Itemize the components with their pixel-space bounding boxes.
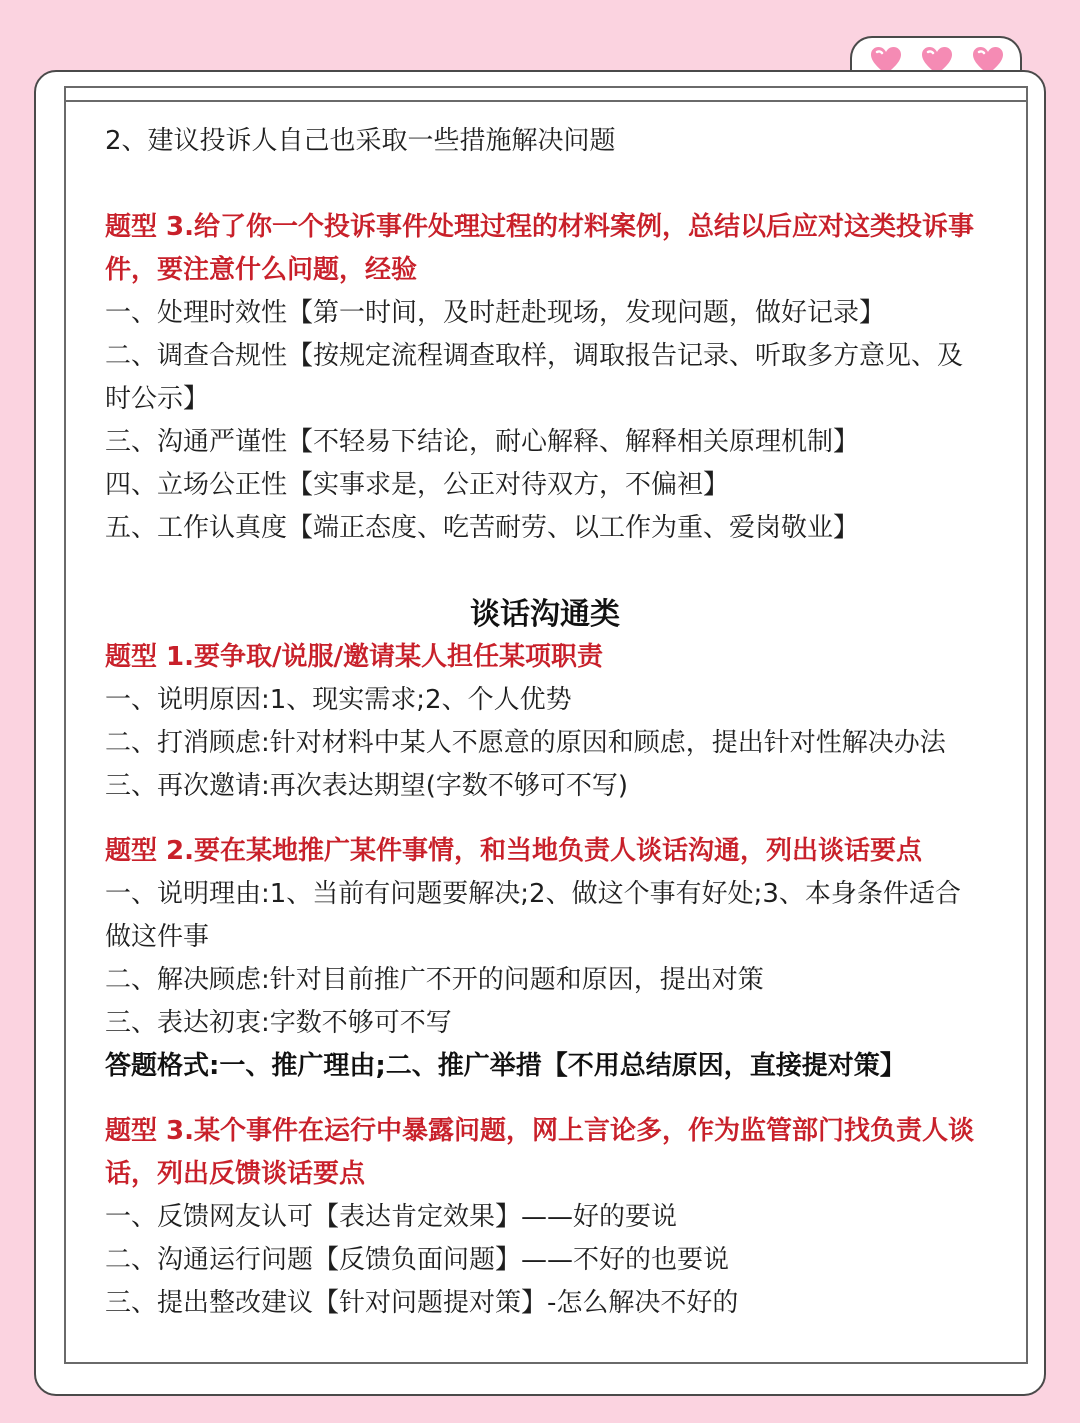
- section-heading: 题型 1.要争取/说服/邀请某人担任某项职责: [105, 642, 604, 672]
- text-line: 三、沟通严谨性【不轻易下结论，耐心解释、解释相关原理机制】: [105, 427, 860, 457]
- text-line: 三、表达初衷:字数不够可不写: [105, 1008, 452, 1038]
- text-line: 一、说明原因:1、现实需求;2、个人优势: [105, 685, 572, 715]
- text-line: 二、解决顾虑:针对目前推广不开的问题和原因，提出对策: [105, 965, 764, 995]
- category-title: 谈话沟通类: [470, 597, 620, 632]
- section-heading: 题型 3.给了你一个投诉事件处理过程的材料案例，总结以后应对这类投诉事件，要注意什么问题，经验: [105, 212, 975, 285]
- text-line: 一、反馈网友认可【表达肯定效果】——好的要说: [105, 1202, 678, 1232]
- text-line: 三、提出整改建议【针对问题提对策】-怎么解决不好的: [105, 1288, 739, 1318]
- inner-frame-line: [64, 100, 1028, 102]
- text-line: 一、说明理由:1、当前有问题要解决;2、做这个事有好处;3、本身条件适合做这件事: [105, 879, 961, 952]
- text-line: 二、调查合规性【按规定流程调查取样，调取报告记录、听取多方意见、及时公示】: [105, 341, 964, 414]
- text-line: 二、打消顾虑:针对材料中某人不愿意的原因和顾虑，提出针对性解决办法: [105, 728, 946, 758]
- text-line: 三、再次邀请:再次表达期望(字数不够可不写): [105, 771, 629, 801]
- text-line: 2、建议投诉人自己也采取一些措施解决问题: [105, 126, 616, 156]
- text-line: 二、沟通运行问题【反馈负面问题】——不好的也要说: [105, 1245, 730, 1275]
- document-body: [105, 120, 985, 1325]
- section-heading: 题型 3.某个事件在运行中暴露问题，网上言论多，作为监管部门找负责人谈话，列出反馈谈话要点: [105, 1116, 975, 1189]
- section-heading: 题型 2.要在某地推广某件事情，和当地负责人谈话沟通，列出谈话要点: [105, 836, 923, 866]
- text-line: 五、工作认真度【端正态度、吃苦耐劳、以工作为重、爱岗敬业】: [105, 513, 860, 543]
- text-line: 一、处理时效性【第一时间，及时赶赴现场，发现问题，做好记录】: [105, 298, 886, 328]
- text-line: 四、立场公正性【实事求是，公正对待双方，不偏袒】: [105, 470, 730, 500]
- answer-format: 答题格式:一、推广理由;二、推广举措【不用总结原因，直接提对策】: [105, 1051, 906, 1081]
